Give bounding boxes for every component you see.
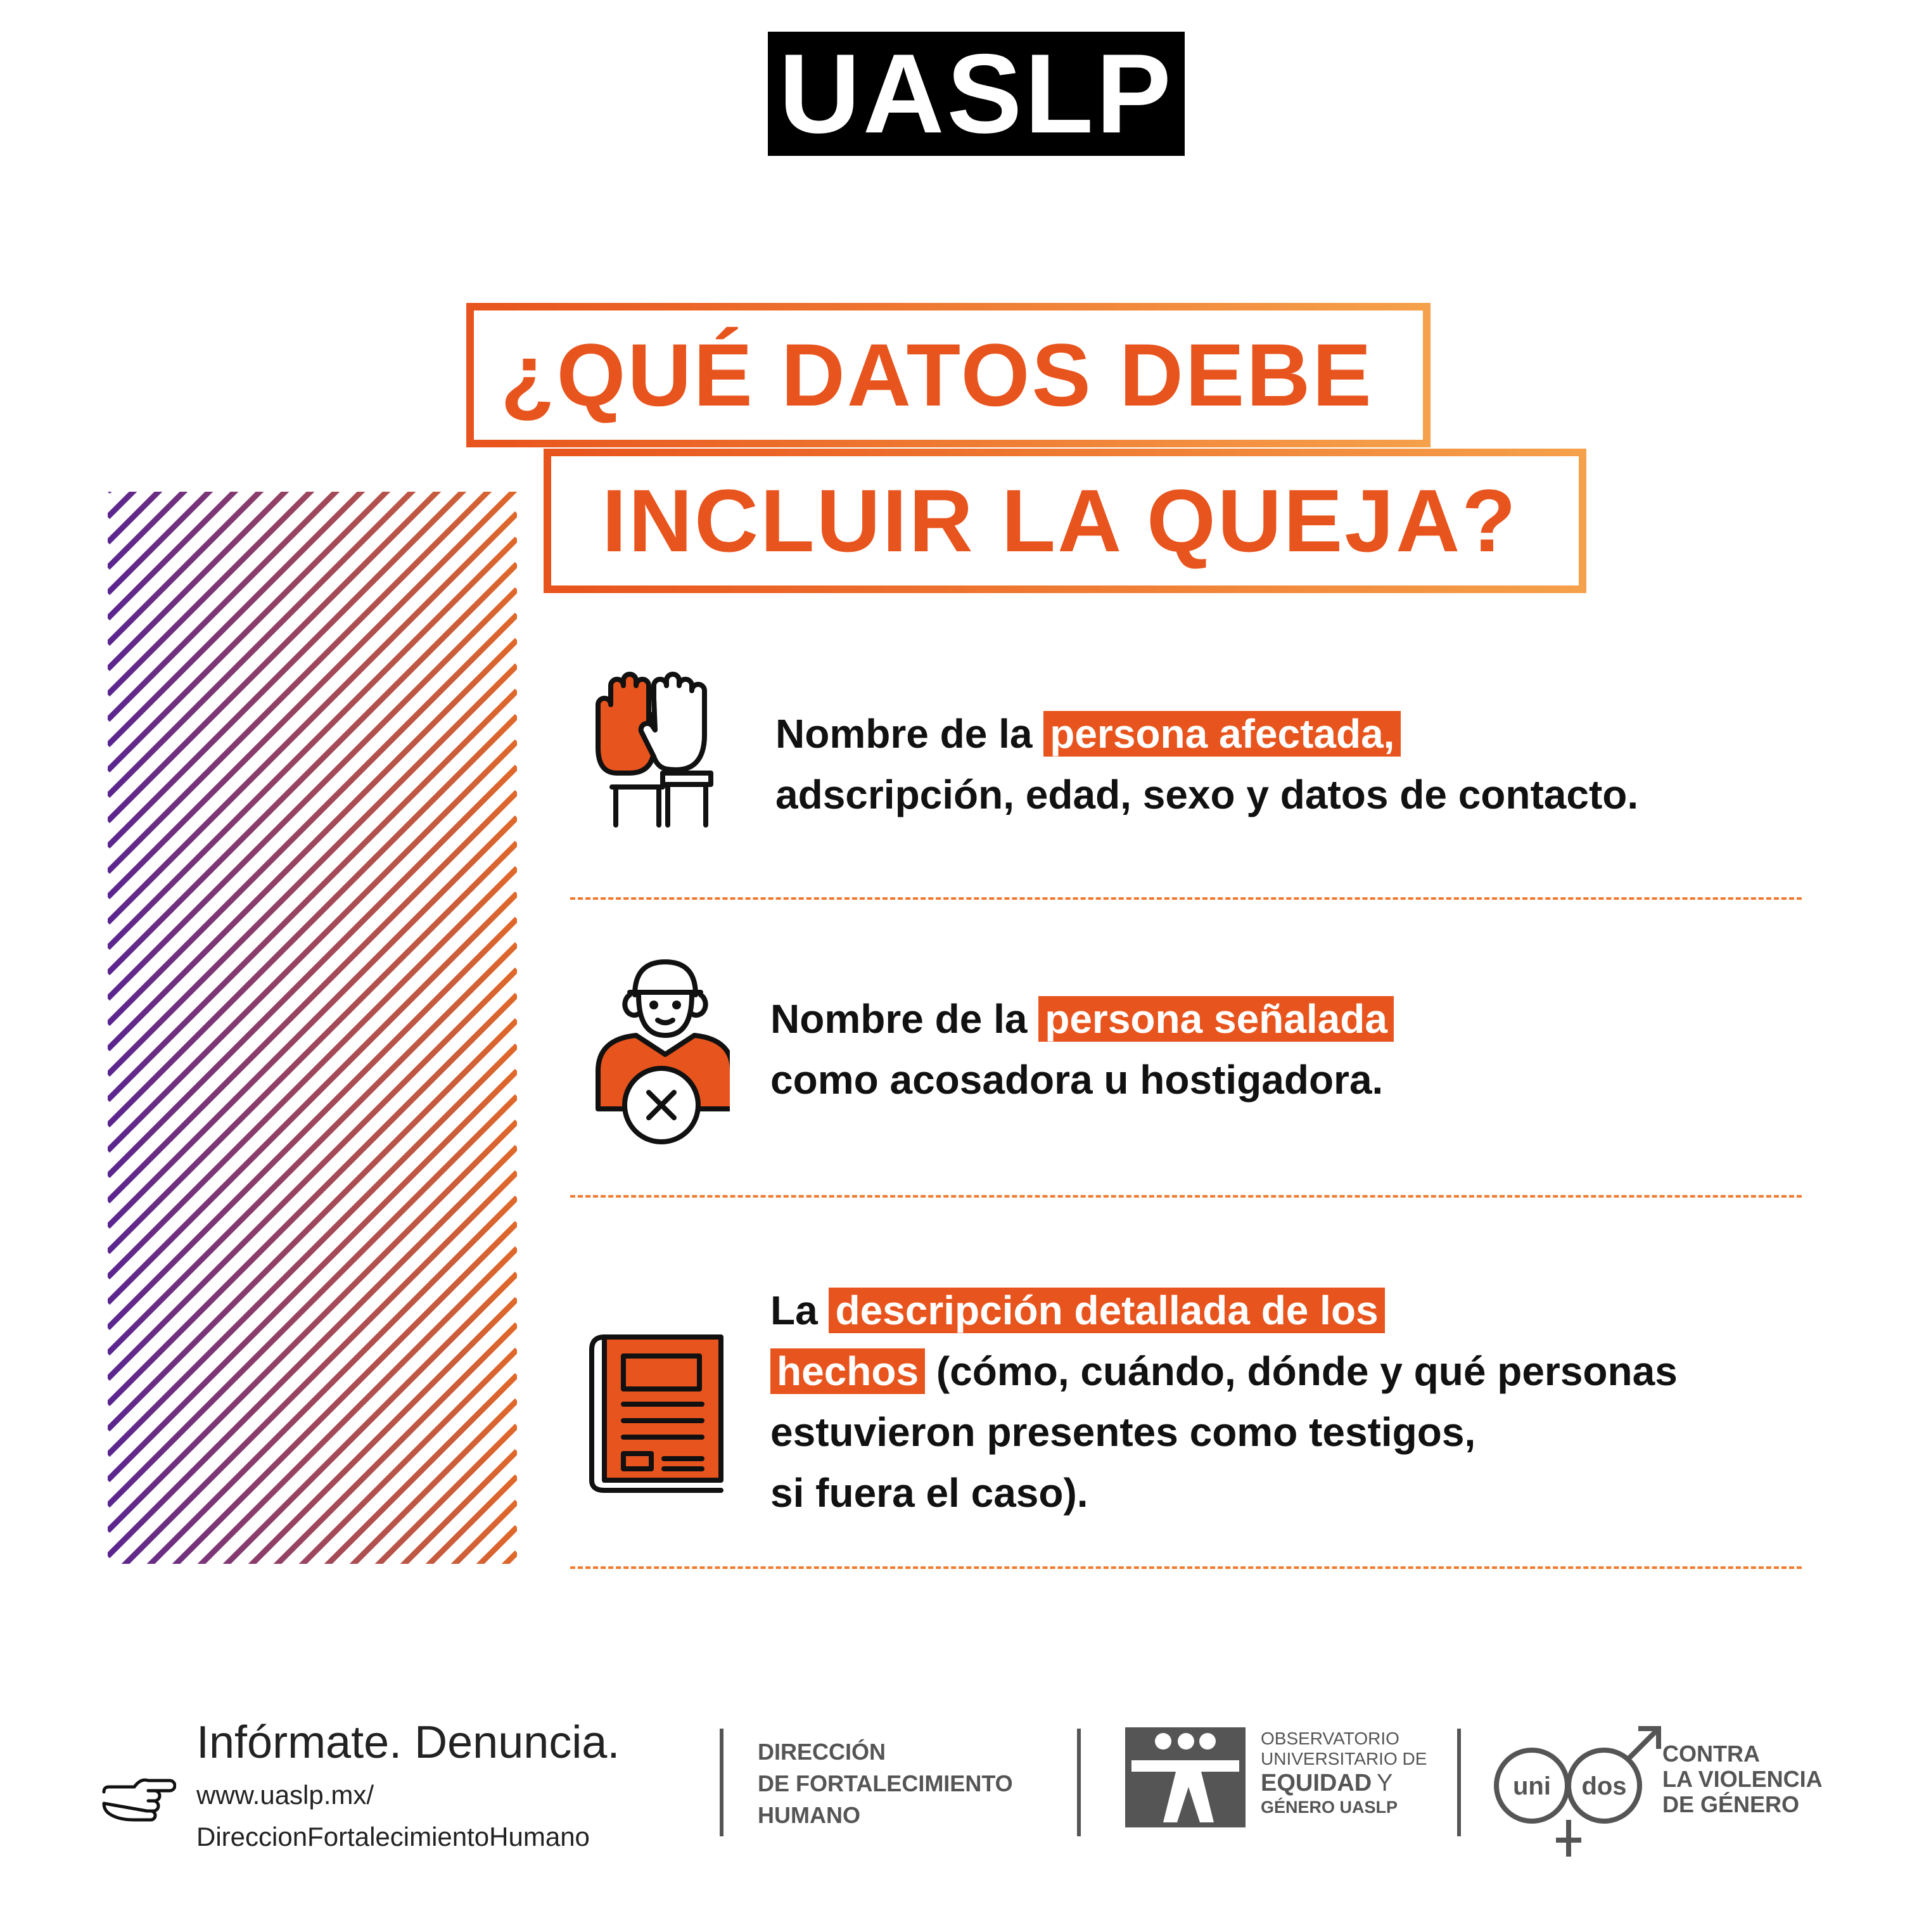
direccion-fortalecimiento-logo [758, 1736, 1013, 1831]
footer-separator [1077, 1729, 1081, 1836]
stripe-line [108, 893, 517, 1303]
hand-pointer-icon [100, 1773, 176, 1834]
item-3-prefix: La [770, 1288, 829, 1333]
uaslp-logo: UASLP [768, 32, 1185, 156]
direccion-line-2: DE FORTALECIMIENTO [758, 1770, 1013, 1796]
item-2-line-2: como acosadora u hostigadora. [770, 1057, 1384, 1103]
contra-line-3: DE GÉNERO [1662, 1791, 1800, 1817]
dashed-divider [570, 1566, 1802, 1569]
stripe-line [108, 513, 517, 923]
stripe-line [108, 564, 517, 973]
footer-separator [720, 1729, 723, 1836]
item-accused-person [770, 988, 1847, 1110]
stripe-line [108, 792, 517, 1201]
item-2-prefix: Nombre de la [770, 996, 1039, 1042]
stripe-line [108, 919, 517, 1328]
stripe-line [108, 1071, 517, 1480]
stripe-line [108, 843, 517, 1252]
item-3-highlight-1: descripción detallada de los [829, 1288, 1384, 1333]
stripe-line [108, 716, 517, 1125]
item-1-line-1 [775, 703, 1852, 764]
observatorio-figures-logo [1125, 1727, 1246, 1827]
item-3-line-4: si fuera el caso). [770, 1470, 1088, 1516]
item-3-rest-1: (cómo, cuándo, dónde y qué personas [925, 1348, 1678, 1394]
contra-violencia-text [1662, 1741, 1823, 1817]
title-line-1-text: ¿QUÉ DATOS DEBE [500, 325, 1373, 425]
stripe-line [108, 492, 517, 897]
stripe-line [108, 640, 517, 1049]
stripe-line [108, 1020, 517, 1430]
stripe-line [108, 589, 517, 999]
contra-line-1: CONTRA [1662, 1741, 1760, 1767]
stripe-line [108, 691, 517, 1100]
stripe-line [108, 1046, 517, 1455]
observatorio-y: Y [1377, 1770, 1393, 1796]
item-affected-person [775, 703, 1852, 825]
stripe-line [108, 615, 517, 1024]
stripe-line [108, 1147, 517, 1556]
stripe-line [108, 1122, 517, 1531]
title-line-2-text: INCLUIR LA QUEJA? [602, 471, 1518, 570]
stripe-line [108, 995, 517, 1404]
item-3-line-1 [770, 1280, 1847, 1341]
stripe-line [108, 539, 517, 948]
item-3-line-2 [770, 1341, 1847, 1402]
document-icon [585, 1324, 727, 1495]
unidos-dos-text: dos [1581, 1772, 1627, 1800]
observatorio-line-1: OBSERVATORIO [1261, 1729, 1399, 1748]
direccion-line-3: HUMANO [758, 1802, 860, 1828]
stripe-line [108, 1096, 517, 1506]
item-3-line-3: estuvieron presentes como testigos, [770, 1409, 1476, 1455]
observatorio-line-4: GÉNERO UASLP [1261, 1798, 1398, 1817]
person-cross-icon [590, 950, 730, 1153]
footer-url-line-2[interactable]: DireccionFortalecimientoHumano [196, 1822, 590, 1852]
stripe-line [108, 665, 517, 1075]
contra-line-2: LA VIOLENCIA [1662, 1766, 1823, 1792]
dashed-divider [570, 1195, 1802, 1198]
stripe-line [108, 741, 517, 1151]
item-1-prefix: Nombre de la [775, 711, 1044, 757]
footer-tagline: Infórmate. Denuncia. [196, 1717, 620, 1768]
item-3-highlight-2: hechos [770, 1348, 925, 1394]
diagonal-stripes-decoration [108, 492, 517, 1564]
raised-hands-icon [580, 667, 732, 831]
footer-url-line-1[interactable]: www.uaslp.mx/ [196, 1780, 374, 1810]
title-line-1 [466, 303, 1431, 447]
stripe-line [108, 868, 517, 1277]
dashed-divider [570, 897, 1802, 900]
title-line-2 [544, 449, 1586, 593]
footer-separator [1457, 1729, 1461, 1836]
stripe-line [108, 817, 517, 1227]
item-2-highlight: persona señalada [1038, 996, 1394, 1042]
item-1-highlight: persona afectada, [1043, 711, 1401, 757]
stripe-line [108, 969, 517, 1379]
unidos-uni-text: uni [1513, 1772, 1551, 1800]
observatorio-line-2: UNIVERSITARIO DE [1261, 1749, 1427, 1769]
unidos-logo [1490, 1716, 1667, 1868]
stripe-line [108, 767, 517, 1176]
item-facts-description [770, 1280, 1847, 1523]
stripe-line [108, 944, 517, 1353]
item-1-line-2: adscripción, edad, sexo y datos de contacto. [775, 772, 1639, 817]
direccion-line-1: DIRECCIÓN [758, 1739, 886, 1765]
observatorio-equidad: EQUIDAD [1261, 1770, 1372, 1796]
observatorio-text [1261, 1729, 1427, 1817]
item-2-line-1 [770, 988, 1847, 1049]
